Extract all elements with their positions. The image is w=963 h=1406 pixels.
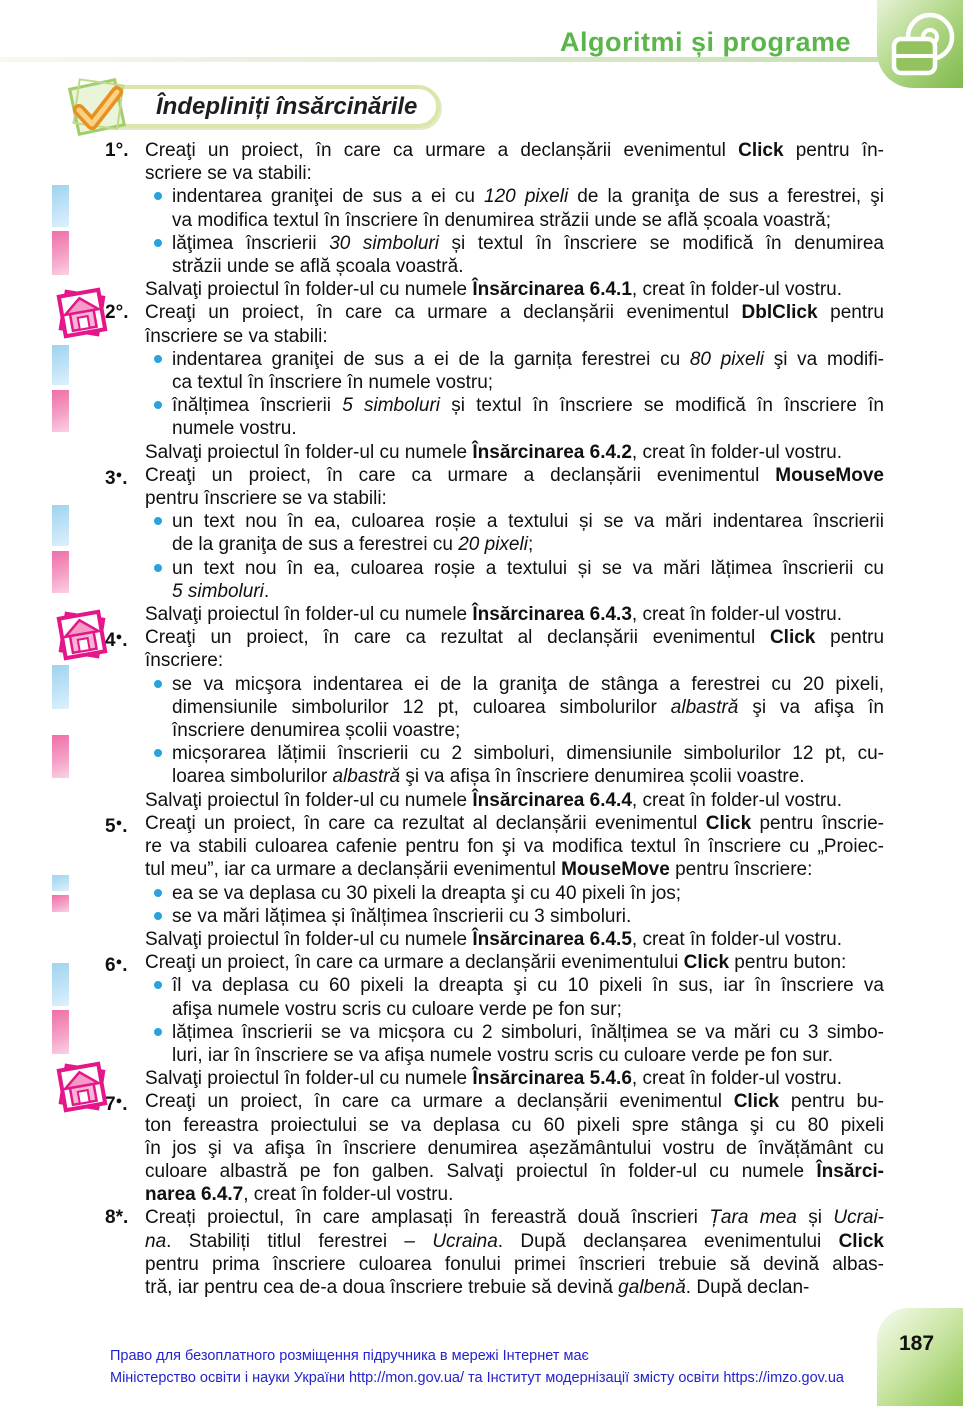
bullet-icon	[154, 912, 162, 920]
text-line	[145, 1183, 884, 1206]
text-line	[172, 719, 884, 742]
exercise-item-1	[105, 139, 884, 301]
text-run: . După declanșarea evenimentului	[497, 1230, 839, 1252]
section-badge-label: Îndepliniți însărcinările	[156, 93, 418, 120]
item-number: 5●.	[105, 815, 128, 837]
text-line	[172, 185, 884, 208]
text-line	[172, 882, 884, 905]
item-marker: ●	[115, 468, 123, 481]
text-run: Click	[733, 1091, 780, 1113]
margin-bar-pink	[52, 551, 69, 593]
text-run: scriere se va stabili:	[145, 163, 312, 185]
bullet-icon	[154, 981, 162, 989]
text-run: , creat în folder-ul vostru.	[631, 1068, 843, 1090]
margin-bar-pink	[52, 390, 69, 432]
text-run: pentru buton:	[729, 952, 847, 974]
margin-bar-pink	[52, 1010, 69, 1054]
text-run: Click	[769, 627, 816, 649]
text-line	[172, 974, 884, 997]
text-line	[145, 441, 884, 464]
text-run: un text nou în ea, culoarea roșie a textului și se va mări indentarea înscrierii	[172, 511, 884, 533]
disc-diskette-icon	[883, 6, 957, 86]
text-run: înscriere se va stabili:	[145, 325, 328, 347]
exercise-item-6	[105, 951, 884, 1090]
text-run: Însărci-	[816, 1160, 884, 1182]
text-line	[145, 278, 884, 301]
text-line	[172, 696, 884, 719]
bullet-item	[145, 905, 884, 928]
text-line	[145, 301, 884, 324]
text-run: şi va afişa în	[738, 696, 884, 718]
text-line	[145, 1276, 884, 1299]
text-run: şi va modifi-	[764, 348, 884, 370]
text-line	[172, 673, 884, 696]
text-line	[172, 394, 884, 417]
item-number: 7●.	[105, 1094, 128, 1116]
text-run: narea 6.4.7	[145, 1184, 244, 1206]
text-line	[145, 1114, 884, 1137]
text-run: pentru înscriere:	[669, 859, 813, 881]
text-run: Creaţi un proiect, în care ca urmare a declanșării evenimentul	[145, 140, 739, 161]
item-marker: ●	[115, 1095, 123, 1108]
text-run: Salvaţi proiectul în folder-ul cu numele	[145, 441, 473, 463]
text-line	[145, 835, 884, 858]
text-run: 120 pixeli	[484, 186, 569, 208]
bullet-item	[145, 742, 884, 788]
text-line	[145, 139, 884, 162]
text-run: Salvaţi proiectul în folder-ul cu numele	[145, 279, 473, 301]
text-run: Creaţi un proiect, în care ca urmare a declanșării evenimentul	[145, 302, 742, 324]
chapter-title: Algoritmi și programe	[559, 27, 851, 57]
margin-bar-pink	[52, 231, 69, 275]
text-run: , creat în folder-ul vostru.	[631, 441, 843, 463]
text-line	[145, 626, 884, 649]
bullet-icon	[154, 1028, 162, 1036]
exercise-item-5	[105, 812, 884, 951]
text-run: tră, iar pentru cea de-a doua înscriere trebuie să devină	[145, 1276, 619, 1298]
bullet-item	[145, 1021, 884, 1067]
text-line	[172, 742, 884, 765]
bullet-icon	[154, 517, 162, 525]
text-run: şi va afișa în înscriere denumirea școlii voastre.	[400, 766, 805, 788]
home-icon	[55, 608, 109, 662]
margin-bar-pink	[52, 895, 69, 912]
text-run: pentru înscrie-	[751, 812, 884, 834]
text-line	[145, 1137, 884, 1160]
text-run: Însărcinarea 6.4.3	[472, 604, 632, 626]
text-line	[172, 348, 884, 371]
text-run: Însărcinarea 5.4.6	[472, 1068, 632, 1090]
text-run: înălțimea înscrierii	[172, 395, 343, 417]
text-run: în jos şi va afişa în înscriere denumirea așezământului vostru de învățământ cu	[145, 1137, 884, 1159]
margin-bar-blue	[52, 345, 69, 385]
text-run: Ucraina	[432, 1230, 498, 1252]
text-run: pentru	[815, 627, 885, 649]
text-run: Salvaţi proiectul în folder-ul cu numele	[145, 604, 473, 626]
item-number: 3●.	[105, 467, 128, 489]
text-run: ca textul în înscriere în numele vostru;	[172, 372, 494, 394]
margin-bar-blue	[52, 665, 69, 709]
chapter-corner-tab	[877, 0, 963, 88]
item-marker: °	[115, 302, 124, 324]
text-run: tul meu”, iar ca urmare a declanșării evenimentul	[145, 859, 562, 881]
bullet-item	[145, 510, 884, 556]
text-run: de la graniţa de sus a ferestrei cu	[172, 534, 459, 556]
bullet-item	[145, 185, 884, 231]
item-number: 4●.	[105, 630, 128, 652]
bullet-item	[145, 348, 884, 394]
text-line	[145, 789, 884, 812]
text-run: na	[145, 1230, 167, 1252]
text-run: Însărcinarea 6.4.4	[472, 789, 632, 811]
text-line	[172, 580, 884, 603]
text-run: Însărcinarea 6.4.2	[472, 441, 632, 463]
item-number: 2°.	[105, 302, 129, 324]
text-run: albastră	[670, 696, 739, 718]
text-run: , creat în folder-ul vostru.	[631, 604, 843, 626]
exercise-item-8	[105, 1206, 884, 1299]
bullet-item	[145, 974, 884, 1020]
text-run: luri, iar în înscriere se va afişa numele vostru scris cu culoare verde pe fon sur.	[172, 1044, 834, 1066]
item-marker: *	[115, 1207, 123, 1229]
text-run: . După declan-	[685, 1276, 810, 1298]
text-line	[145, 951, 884, 974]
text-line	[172, 417, 884, 440]
text-run: 30 simboluri	[329, 232, 439, 254]
bullet-icon	[154, 192, 162, 200]
bullet-icon	[154, 680, 162, 688]
text-run: galbenă	[618, 1276, 686, 1298]
text-line	[172, 998, 884, 1021]
text-line	[145, 1067, 884, 1090]
home-icon	[55, 1060, 109, 1114]
text-run: străzii unde se află școala voastră.	[172, 256, 464, 278]
text-run: . Stabiliți titlul ferestrei –	[166, 1230, 433, 1252]
text-run: 5 simboluri	[172, 580, 264, 602]
text-line	[172, 232, 884, 255]
text-run: Creaţi un proiect, în care ca urmare a declanșării evenimentului	[145, 952, 684, 974]
text-line	[145, 487, 884, 510]
item-number: 8*.	[105, 1207, 129, 1229]
item-marker: °	[115, 140, 124, 161]
text-run: înscriere:	[145, 650, 224, 672]
text-line	[172, 1044, 884, 1067]
text-run: 20 pixeli	[458, 534, 528, 556]
text-line	[172, 371, 884, 394]
text-run: Salvaţi proiectul în folder-ul cu numele	[145, 789, 473, 811]
footer-copyright	[110, 1345, 844, 1389]
text-run: afişa numele vostru scris cu culoare verde pe fon sur;	[172, 998, 622, 1020]
bullet-icon	[154, 401, 162, 409]
text-run: Click	[683, 952, 730, 974]
text-run: indentarea graniţei de sus a ei cu	[172, 186, 485, 208]
text-run: și textul în înscriere se modifică în înscriere în	[440, 395, 884, 417]
text-run: Creați proiectul, în care amplasați în fereastră două înscrieri	[145, 1207, 710, 1229]
bullet-icon	[154, 889, 162, 897]
text-run: înscriere denumirea școlii voastre;	[172, 720, 461, 742]
text-run: îl va deplasa cu 60 pixeli la dreapta şi cu 10 pixeli în sus, iar în înscriere va	[172, 975, 884, 997]
margin-bar-pink	[52, 735, 69, 778]
text-line	[145, 812, 884, 835]
text-run: Țara mea	[709, 1207, 797, 1229]
item-marker: ●	[115, 956, 123, 969]
page-number: 187	[899, 1332, 935, 1355]
text-run: ;	[527, 534, 534, 556]
home-icon	[55, 286, 109, 340]
text-line	[145, 1206, 884, 1229]
text-run: va modifica textul în înscriere în denumirea străzii unde se află școala voastră;	[172, 209, 831, 231]
bullet-icon	[154, 355, 162, 363]
text-run: MouseMove	[775, 464, 884, 486]
text-run: re va stabili culoarea cafenie pentru fon şi va modifica textul în înscriere cu „Proiec-	[145, 836, 884, 858]
text-run: Click	[705, 812, 752, 834]
text-run: Creaţi un proiect, în care ca urmare a declanșării evenimentul	[145, 464, 776, 486]
footer-line-2: Міністерство освіти і науки України http://mon.gov.ua/ та Інститут модернізації змісту освіти https://imzo.gov.ua	[110, 1370, 844, 1386]
text-line	[172, 533, 884, 556]
item-marker: ●	[115, 631, 123, 644]
text-run: indentarea graniţei de sus a ei de la garnița ferestrei cu	[172, 348, 690, 370]
footer-line-1: Право для безоплатного розміщення підручника в мережі Інтернет має	[110, 1348, 589, 1364]
text-line	[145, 858, 884, 881]
bullet-icon	[154, 564, 162, 572]
text-run: , creat în folder-ul vostru.	[631, 928, 843, 950]
text-line	[145, 162, 884, 185]
text-run: Click	[738, 140, 784, 161]
text-line	[145, 1230, 884, 1253]
text-line	[172, 557, 884, 580]
text-run: numele vostru.	[172, 418, 297, 440]
text-line	[145, 649, 884, 672]
text-line	[145, 1090, 884, 1113]
text-run: se va micşora indentarea ei de la graniţa de stânga a ferestrei cu 20 pixeli,	[172, 673, 884, 695]
text-run: loarea simbolurilor	[172, 766, 333, 788]
exercise-item-7	[105, 1090, 884, 1206]
text-run: lățimea înscrierii se va micșora cu 2 simboluri, înălțimea se va mări cu 3 simbo-	[172, 1021, 884, 1043]
text-line	[145, 603, 884, 626]
text-run: Salvaţi proiectul în folder-ul cu numele	[145, 1068, 473, 1090]
text-run: și	[796, 1207, 834, 1229]
text-run: pentru bu-	[779, 1091, 884, 1113]
text-run: pentru	[817, 302, 885, 324]
text-line	[145, 464, 884, 487]
text-run: 5 simboluri	[342, 395, 441, 417]
text-run: Creaţi un proiect, în care ca rezultat al declanșării evenimentul	[145, 812, 706, 834]
exercise-item-4	[105, 626, 884, 812]
margin-bar-blue	[52, 963, 69, 1006]
text-run: ea se va deplasa cu 30 pixeli la dreapta şi cu 40 pixeli în jos;	[172, 882, 682, 904]
margin-bar-blue	[52, 875, 69, 891]
margin-bar-blue	[52, 505, 69, 546]
text-run: Salvaţi proiectul în folder-ul cu numele	[145, 928, 473, 950]
exercise-item-2	[105, 301, 884, 463]
text-run: DblClick	[741, 302, 818, 324]
bullet-item	[145, 232, 884, 278]
text-run: Creaţi un proiect, în care ca rezultat al declanșării evenimentul	[145, 627, 770, 649]
section-badge	[88, 85, 440, 128]
text-line	[145, 1253, 884, 1276]
text-run: albastră	[332, 766, 401, 788]
text-run: culoare albastră pe fon galben. Salvaţi proiectul în folder-ul cu numele	[145, 1160, 817, 1182]
text-line	[145, 928, 884, 951]
checkmark-icon	[62, 72, 132, 144]
text-run: pentru prima înscriere culoarea fonului primei înscrieri trebuie să devină albas-	[145, 1253, 884, 1275]
text-line	[172, 905, 884, 928]
text-line	[145, 325, 884, 348]
text-run: lăţimea înscrierii	[172, 232, 330, 254]
bullet-item	[145, 882, 884, 905]
text-line	[172, 1021, 884, 1044]
text-run: pentru în-	[783, 140, 884, 161]
text-line	[145, 1160, 884, 1183]
text-run: .	[263, 580, 270, 602]
margin-bar-blue	[52, 185, 69, 227]
text-run: , creat în folder-ul vostru.	[631, 789, 843, 811]
text-line	[172, 765, 884, 788]
text-run: pentru înscriere se va stabili:	[145, 488, 387, 510]
text-run: Click	[838, 1230, 884, 1252]
page-number-corner	[877, 1308, 963, 1406]
bullet-icon	[154, 239, 162, 247]
text-run: Însărcinarea 6.4.1	[472, 279, 632, 301]
bullet-item	[145, 557, 884, 603]
text-run: și textul în înscriere se modifică în denumirea	[438, 232, 884, 254]
bullet-icon	[154, 749, 162, 757]
text-run: micșorarea lățimii înscrierii cu 2 simboluri, dimensiunile simbolurilor 12 pt, cu-	[172, 743, 884, 765]
text-run: de la graniţa de sus a ferestrei, şi	[568, 186, 885, 208]
text-line	[172, 209, 884, 232]
item-marker: ●	[115, 816, 123, 829]
exercise-item-3	[105, 464, 884, 626]
text-run: Însărcinarea 6.4.5	[472, 928, 632, 950]
text-run: Creaţi un proiect, în care ca urmare a declanșării evenimentul	[145, 1091, 734, 1113]
text-run: Ucrai-	[833, 1207, 885, 1229]
text-run: dimensiunile simbolurilor 12 pt, culoarea simbolurilor	[172, 696, 671, 718]
text-run: ton fereastra proiectului se va deplasa cu 60 pixeli spre stânga şi cu 80 pixeli	[145, 1114, 884, 1136]
text-line	[172, 510, 884, 533]
text-run: MouseMove	[561, 859, 670, 881]
bullet-item	[145, 673, 884, 743]
exercise-list	[105, 139, 884, 1299]
item-number: 1°.	[105, 140, 129, 161]
bullet-item	[145, 394, 884, 440]
text-run: 80 pixeli	[689, 348, 765, 370]
text-run: , creat în folder-ul vostru.	[631, 279, 843, 301]
text-line	[172, 255, 884, 278]
item-number: 6●.	[105, 955, 128, 977]
text-run: un text nou în ea, culoarea roșie a textului și se va mări lățimea înscrierii cu	[172, 557, 884, 579]
text-run: , creat în folder-ul vostru.	[243, 1184, 454, 1206]
text-run: se va mări lățimea și înălțimea înscrierii cu 3 simboluri.	[172, 905, 632, 927]
